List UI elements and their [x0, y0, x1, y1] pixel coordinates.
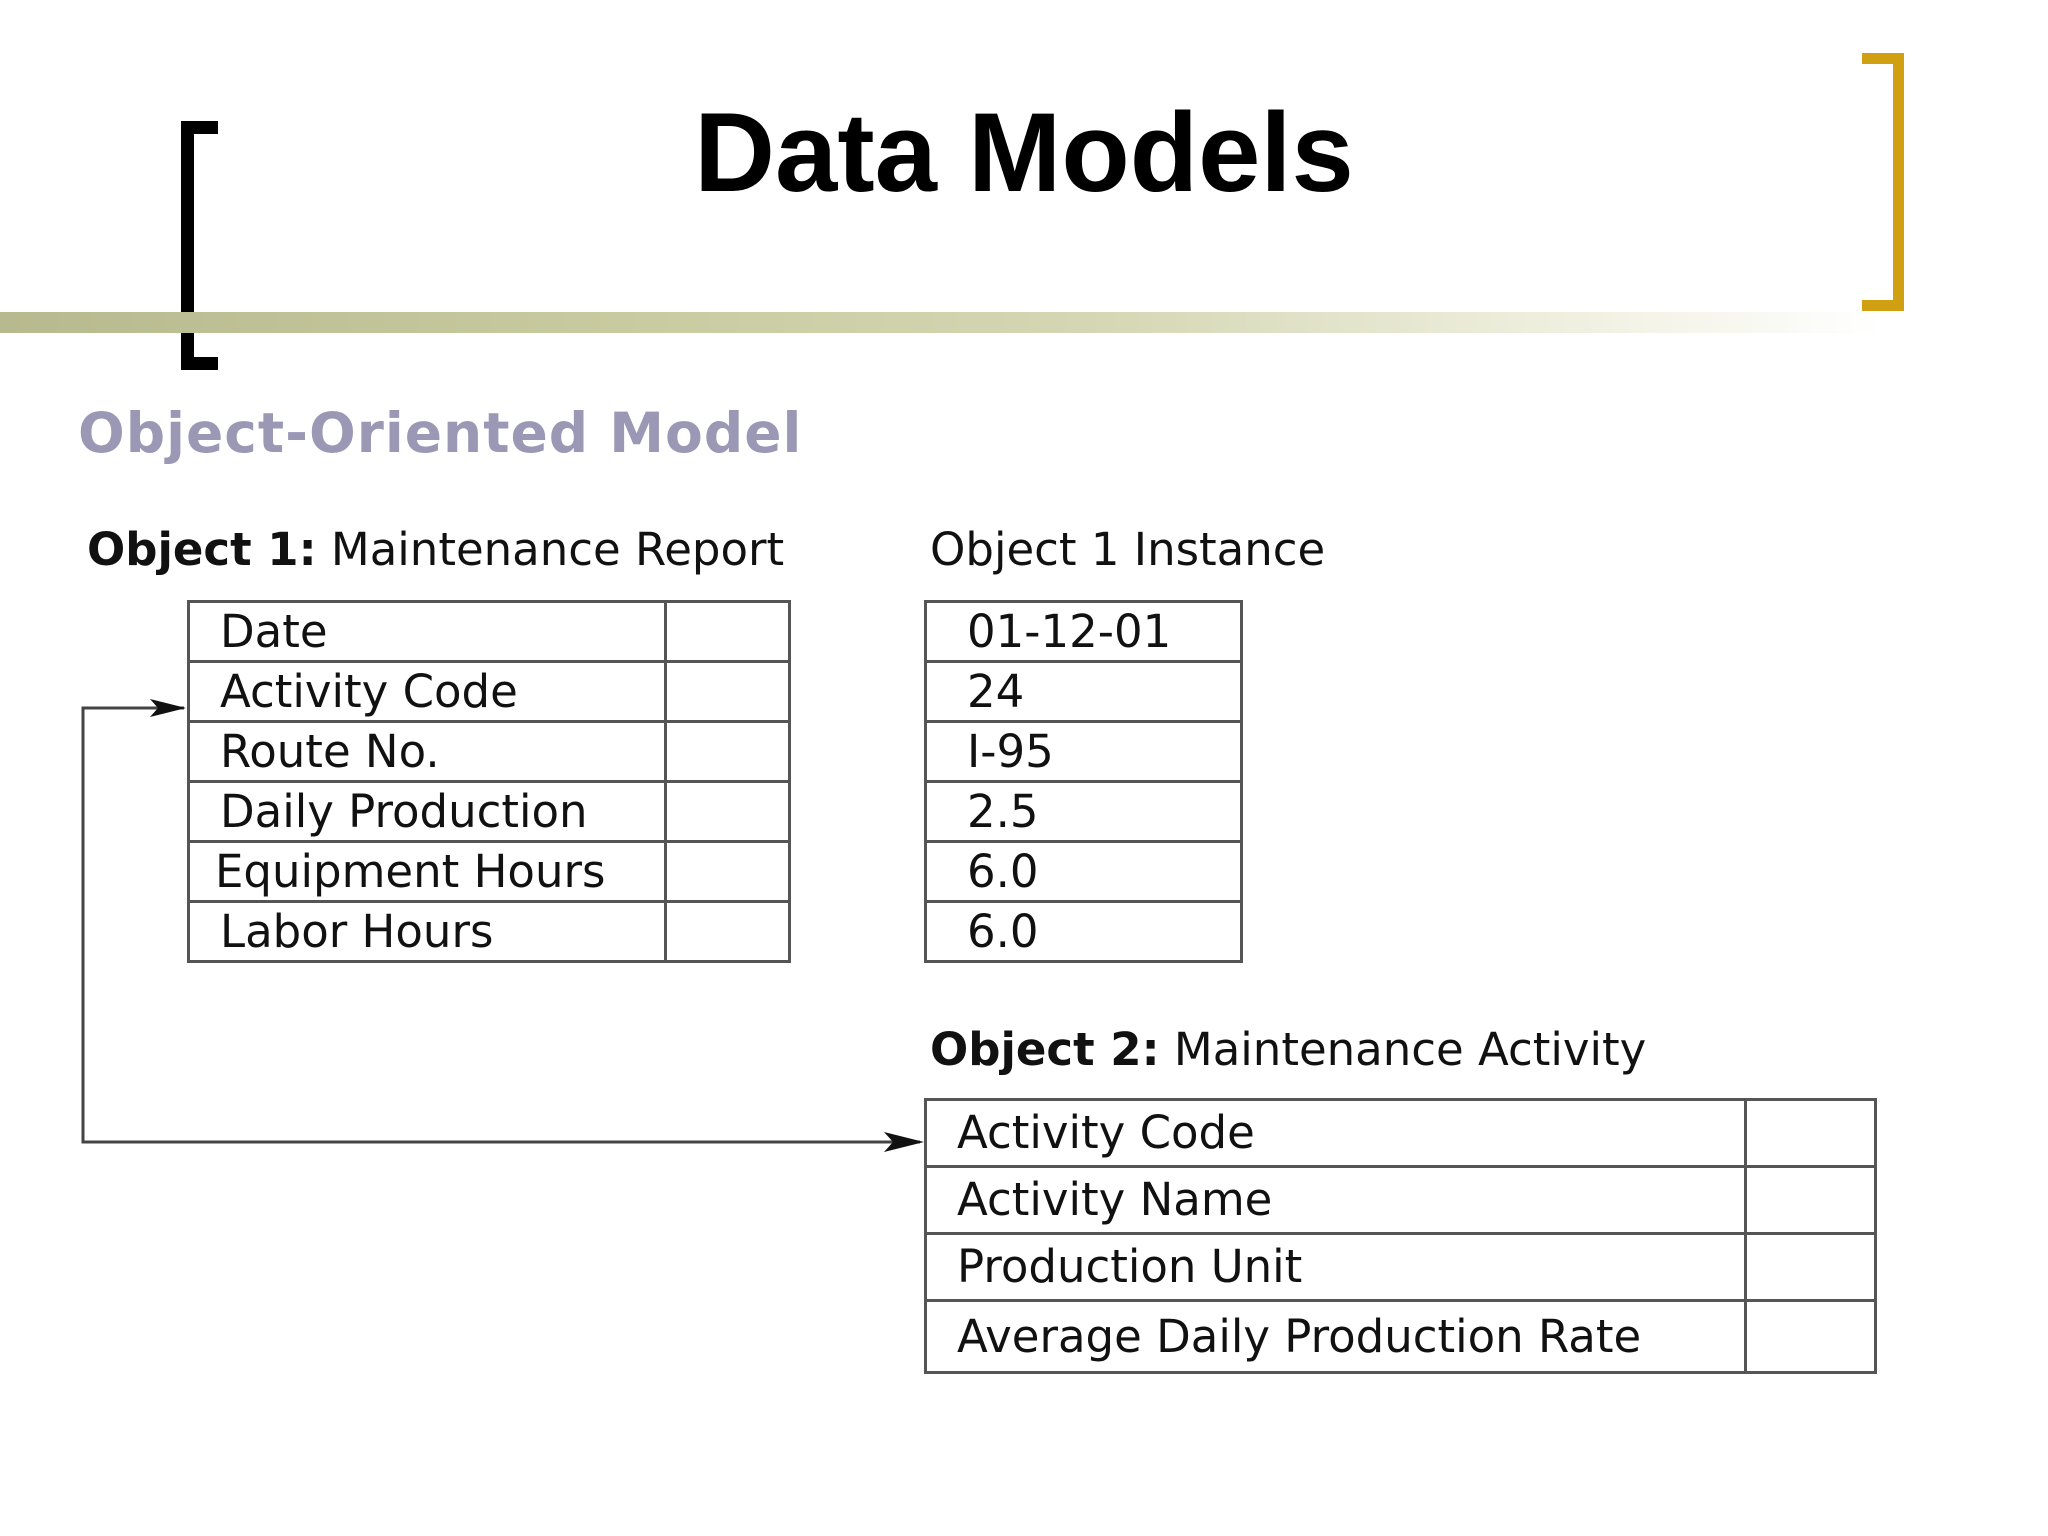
object1-prefix: Object 1: [87, 523, 317, 576]
attribute-cell: Daily Production [189, 782, 666, 842]
instance-value-cell: 6.0 [926, 842, 1242, 902]
attribute-cell: Labor Hours [189, 902, 666, 962]
attribute-cell: Date [189, 602, 666, 662]
model-heading: Object-Oriented Model [78, 401, 803, 465]
attribute-cell: Activity Name [926, 1167, 1746, 1234]
slide-title: Data Models [694, 90, 1354, 215]
instance-value-cell: 01-12-01 [926, 602, 1242, 662]
attribute-cell: Production Unit [926, 1234, 1746, 1301]
object2-prefix: Object 2: [930, 1023, 1160, 1076]
instance-value-cell: 24 [926, 662, 1242, 722]
instance-value-cell: I-95 [926, 722, 1242, 782]
connector-line [83, 708, 920, 1142]
instance-value-cell: 6.0 [926, 902, 1242, 962]
instance-value-cell: 2.5 [926, 782, 1242, 842]
attribute-cell: Equipment Hours [189, 842, 666, 902]
object1-instance-label: Object 1 Instance [930, 523, 1326, 576]
object2-name: Maintenance Activity [1173, 1023, 1647, 1076]
attribute-cell: Activity Code [189, 662, 666, 722]
object1-name: Maintenance Report [330, 523, 785, 576]
attribute-cell: Average Daily Production Rate [926, 1301, 1746, 1373]
attribute-cell: Activity Code [926, 1100, 1746, 1167]
attribute-cell: Route No. [189, 722, 666, 782]
